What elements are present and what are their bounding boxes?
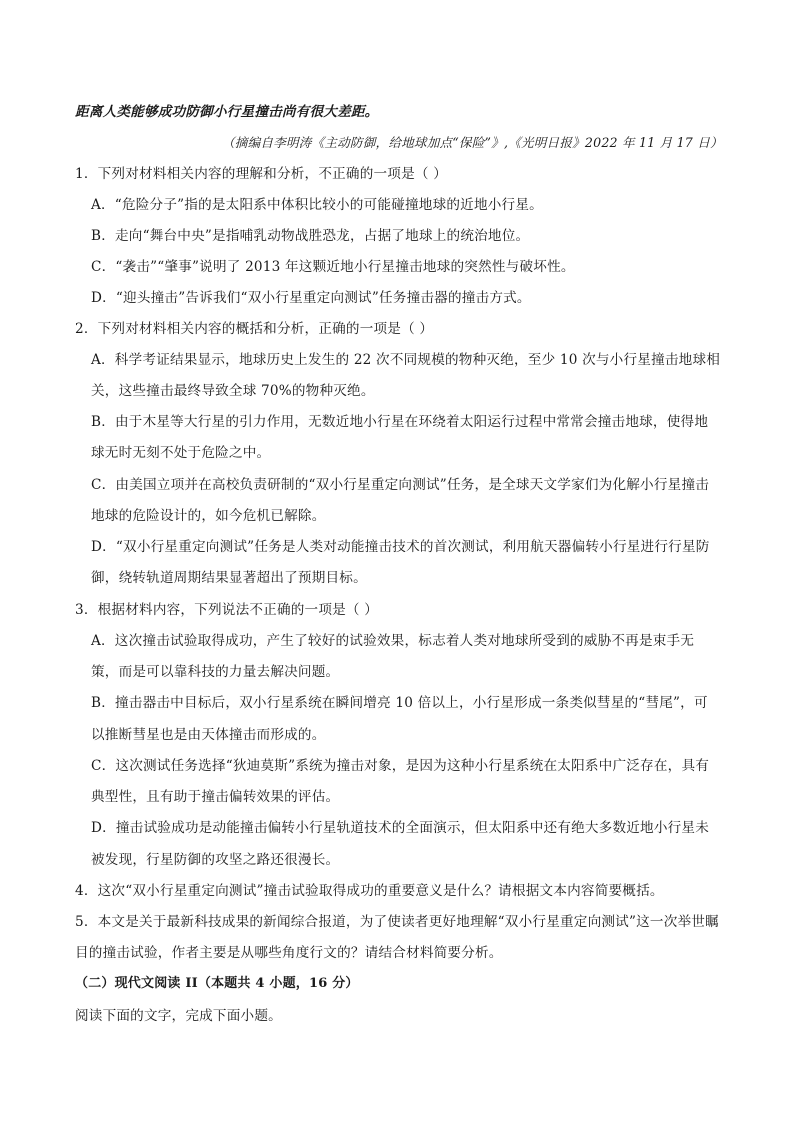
section-heading: （二）现代文阅读 II（本题共 4 小题，16 分）: [75, 976, 359, 991]
question-3-option-a-line2: 策，而是可以靠科技的力量去解决问题。: [91, 664, 340, 680]
question-3-option-a-line1: A．这次撞击试验取得成功，产生了较好的试验效果，标志着人类对地球所受到的威胁不再是束手无: [91, 633, 695, 649]
intro-tail-text: 距离人类能够成功防御小行星撞击尚有很大差距。: [75, 104, 379, 120]
reading-instruction: 阅读下面的文字，完成下面小题。: [75, 1008, 282, 1024]
question-2-option-c-line1: C．由美国立项并在高校负责研制的“双小行星重定向测试”任务，是全球天文学家们为化解小行星撞击: [91, 477, 710, 493]
question-2-option-a-line2: 关，这些撞击最终导致全球 70%的物种灭绝。: [91, 383, 375, 399]
question-1-option-d: D．“迎头撞击”告诉我们“双小行星重定向测试”任务撞击器的撞击方式。: [91, 290, 531, 306]
question-2-option-a-line1: A．科学考证结果显示，地球历史上发生的 22 次不同规模的物种灭绝，至少 10 次与小行星撞击地球相: [91, 352, 721, 368]
question-3-stem: 3．根据材料内容，下列说法不正确的一项是（ ）: [75, 602, 379, 618]
question-1-option-b: B．走向“舞台中央”是指哺乳动物战胜恐龙，占据了地球上的统治地位。: [91, 228, 530, 244]
question-3-option-b-line2: 以推断彗星也是由天体撞击而形成的。: [91, 727, 326, 743]
question-3-option-c-line2: 典型性，且有助于撞击偏转效果的评估。: [91, 789, 340, 805]
question-5-stem-line1: 5．本文是关于最新科技成果的新闻综合报道，为了使读者更好地理解“双小行星重定向测试”这一次举世瞩: [75, 914, 719, 930]
question-1-option-c: C．“袭击”“肇事”说明了 2013 年这颗近地小行星撞击地球的突然性与破坏性。: [91, 259, 575, 275]
question-4-stem: 4．这次“双小行星重定向测试”撞击试验取得成功的重要意义是什么？请根据文本内容简要概括。: [75, 883, 664, 899]
question-3-option-c-line1: C．这次测试任务选择“狄迪莫斯”系统为撞击对象，是因为这种小行星系统在太阳系中广泛存在，具有: [91, 758, 710, 774]
question-2-option-c-line2: 地球的危险设计的，如今危机已解除。: [91, 508, 326, 524]
question-2-option-d-line2: 御，绕转轨道周期结果显著超出了预期目标。: [91, 570, 367, 586]
source-note: （摘编自李明涛《主动防御，给地球加点“保险”》,《光明日报》2022 年 11 月 17 日）: [222, 135, 723, 150]
question-3-option-d-line1: D．撞击试验成功是动能撞击偏转小行星轨道技术的全面演示，但太阳系中还有绝大多数近地小行星未: [91, 820, 710, 836]
question-2-option-b-line2: 球无时无刻不处于危险之中。: [91, 445, 271, 461]
question-3-option-b-line1: B．撞击器击中目标后，双小行星系统在瞬间增亮 10 倍以上，小行星形成一条类似彗星的“彗尾”，可: [91, 695, 708, 711]
question-1-option-a: A．“危险分子”指的是太阳系中体积比较小的可能碰撞地球的近地小行星。: [91, 197, 543, 213]
question-2-stem: 2．下列对材料相关内容的概括和分析，正确的一项是（ ）: [75, 321, 434, 337]
question-2-option-d-line1: D．“双小行星重定向测试”任务是人类对动能撞击技术的首次测试，利用航天器偏转小行星进行行星防: [91, 539, 710, 555]
question-5-stem-line2: 目的撞击试验，作者主要是从哪些角度行文的？请结合材料简要分析。: [75, 945, 503, 961]
question-3-option-d-line2: 被发现，行星防御的攻坚之路还很漫长。: [91, 852, 340, 868]
question-1-stem: 1．下列对材料相关内容的理解和分析，不正确的一项是（ ）: [75, 166, 448, 182]
question-2-option-b-line1: B．由于木星等大行星的引力作用，无数近地小行星在环绕着太阳运行过程中常常会撞击地球，使得地: [91, 414, 709, 430]
